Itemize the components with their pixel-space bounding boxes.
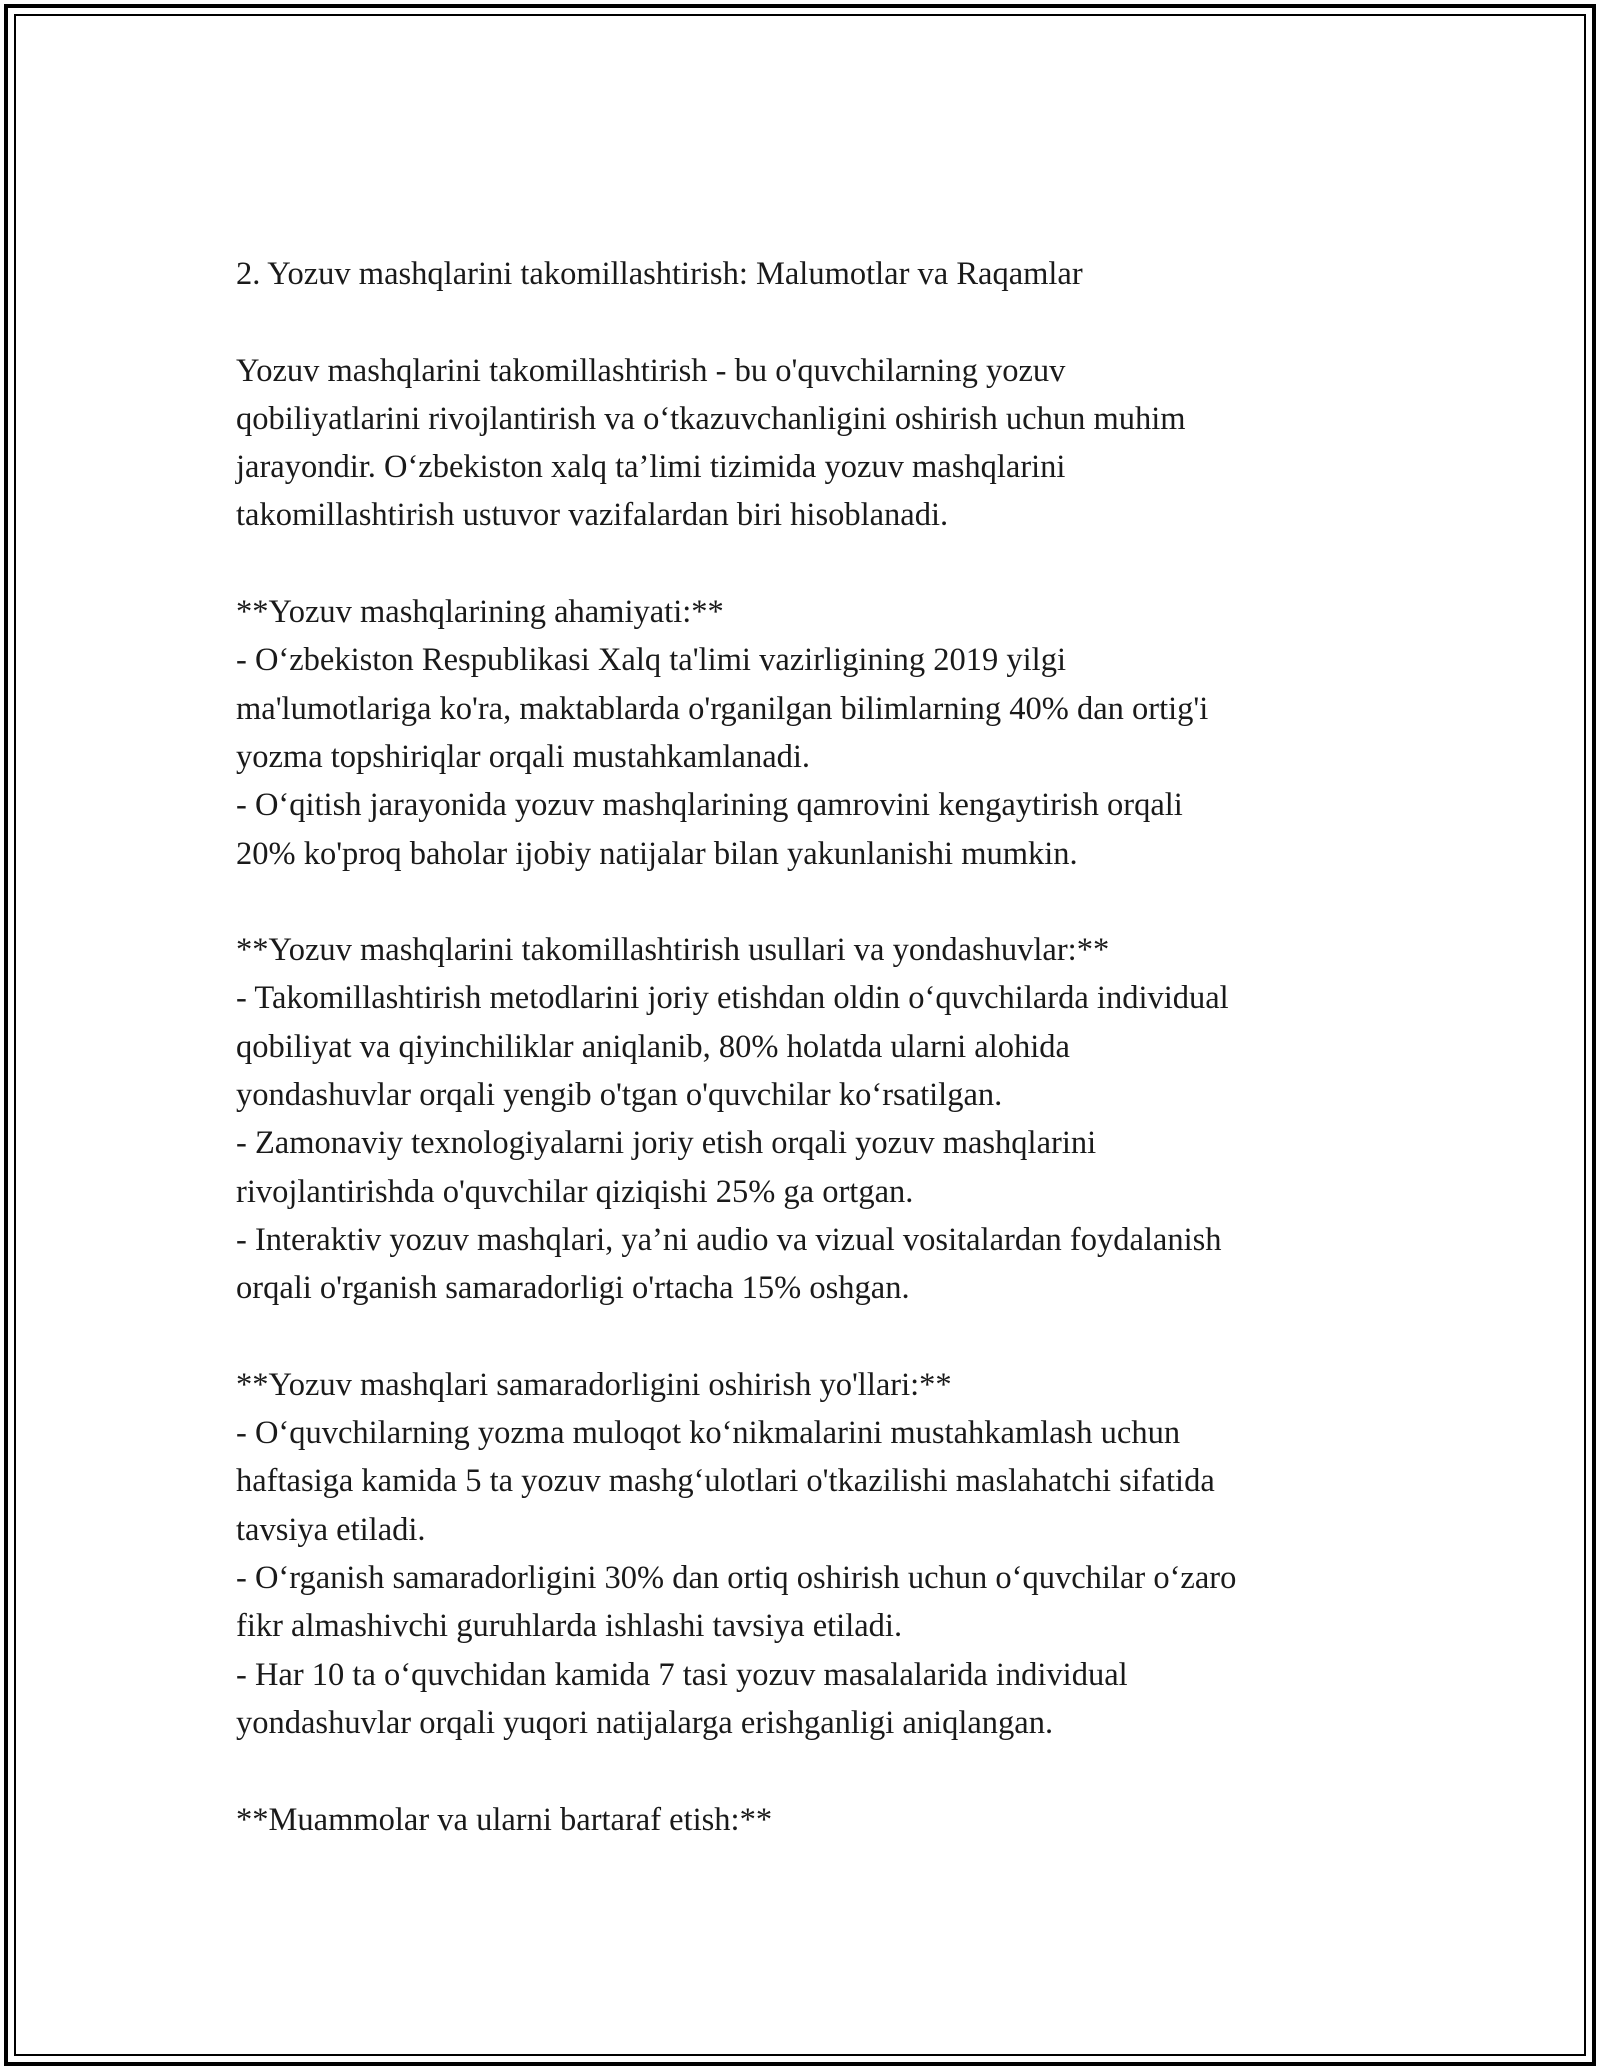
section-line: qobiliyat va qiyinchiliklar aniqlanib, 80% holatda ularni alohida <box>236 1028 1070 1065</box>
section-line: yozma topshiriqlar orqali mustahkamlanadi. <box>236 738 811 775</box>
document-title: 2. Yozuv mashqlarini takomillashtirish: Malumotlar va Raqamlar <box>236 256 1083 292</box>
section-line: 20% ko'proq baholar ijobiy natijalar bilan yakunlanishi mumkin. <box>236 835 1078 872</box>
section-line: fikr almashivchi guruhlarda ishlashi tavsiya etiladi. <box>236 1608 903 1645</box>
section-line: - Takomillashtirish metodlarini joriy etishdan oldin o‘quvchilarda individual <box>236 980 1229 1017</box>
spacer <box>236 540 1386 588</box>
section-line: yondashuvlar orqali yuqori natijalarga erishganligi aniqlangan. <box>236 1704 1054 1741</box>
spacer <box>236 878 1386 926</box>
section-line: ma'lumotlariga ko'ra, maktablarda o'rganilgan bilimlarning 40% dan ortig'i <box>236 690 1209 727</box>
section-line: - O‘quvchilarning yozma muloqot ko‘nikmalarini mustahkamlash uchun <box>236 1415 1181 1452</box>
section-heading: **Yozuv mashqlarining ahamiyati:** <box>236 594 724 631</box>
section-problems <box>236 1796 1386 1844</box>
section-line: orqali o'rganish samaradorligi o'rtacha 15% oshgan. <box>236 1270 910 1307</box>
section-line: - O‘qitish jarayonida yozuv mashqlarining qamrovini kengaytirish orqali <box>236 787 1183 824</box>
section-importance <box>236 588 1386 878</box>
intro-line: jarayondir. O‘zbekiston xalq ta’limi tizimida yozuv mashqlarini <box>236 449 1066 486</box>
section-line: - Interaktiv yozuv mashqlari, ya’ni audio va vizual vositalardan foydalanish <box>236 1221 1222 1258</box>
spacer <box>236 298 1386 346</box>
section-line: haftasiga kamida 5 ta yozuv mashg‘ulotlari o'tkazilishi maslahatchi sifatida <box>236 1463 1215 1500</box>
intro-line: takomillashtirish ustuvor vazifalardan biri hisoblanadi. <box>236 497 949 534</box>
intro-line: Yozuv mashqlarini takomillashtirish - bu o'quvchilarning yozuv <box>236 352 1066 389</box>
intro-line: qobiliyatlarini rivojlantirish va o‘tkazuvchanligini oshirish uchun muhim <box>236 400 1186 437</box>
section-line: rivojlantirishda o'quvchilar qiziqishi 25% ga ortgan. <box>236 1173 914 1210</box>
document-body <box>236 250 1386 1844</box>
section-methods <box>236 926 1386 1312</box>
spacer <box>236 1313 1386 1361</box>
section-heading: **Yozuv mashqlarini takomillashtirish usullari va yondashuvlar:** <box>236 932 1110 969</box>
section-line: - O‘rganish samaradorligini 30% dan ortiq oshirish uchun o‘quvchilar o‘zaro <box>236 1560 1237 1597</box>
section-line: - Zamonaviy texnologiyalarni joriy etish orqali yozuv mashqlarini <box>236 1125 1097 1162</box>
section-efficiency <box>236 1361 1386 1747</box>
section-heading: **Muammolar va ularni bartaraf etish:** <box>236 1801 773 1838</box>
section-line: tavsiya etiladi. <box>236 1511 426 1548</box>
intro-paragraph <box>236 347 1386 540</box>
section-line: - Har 10 ta o‘quvchidan kamida 7 tasi yozuv masalalarida individual <box>236 1656 1128 1693</box>
spacer <box>236 1747 1386 1795</box>
section-line: yondashuvlar orqali yengib o'tgan o'quvchilar ko‘rsatilgan. <box>236 1077 1003 1114</box>
section-line: - O‘zbekiston Respublikasi Xalq ta'limi vazirligining 2019 yilgi <box>236 642 1066 679</box>
section-heading: **Yozuv mashqlari samaradorligini oshirish yo'llari:** <box>236 1366 952 1403</box>
